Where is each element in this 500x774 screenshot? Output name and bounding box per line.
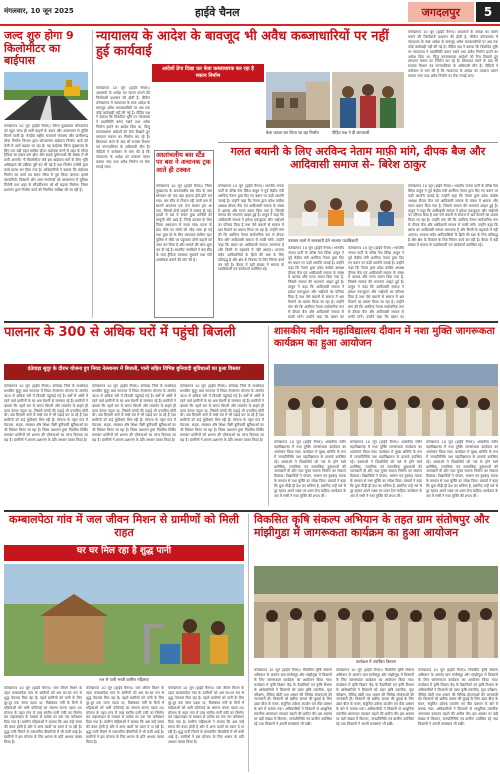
edition-city: जगदलपुर [408,2,474,22]
photo-victims [332,72,404,128]
article-awareness-col3: कोण्डागाव 10 जून (हाईवे चैनल)। शासकीय नवीन महाविद्यालय में नशा मुक्ति जागरूकता कार्यक्रम का आयोजन किया गया। कार्यक्रम में मुख्य अतिथि के रूप में जनप्रतिनिधि तथा महाविद्यालय के प्राचार्य उपस्थित रहे। वक्ताओं ने विद्यार्थियों को नशे से होने वाले शारीरिक, मानसिक एवं सामाजिक दुष्प्रभावों की जानकारी दी और नशा मुक्त समाज निर्माण का संकल्प दिलाया। विद्यार्थियों ने पोस्टर, भाषण एवं नुक्कड़ नाटक के माध्यम से नशा मुक्ति का संदेश दिया। प्राचार्य ने कहा कि युवा पीढ़ी ही देश का भविष्य है, इसलिए उन्हें नशे से दूर रहकर अपने लक्ष्य पर ध्यान देना चाहिए। कार्यक्रम के अंत में सभी ने नशा मुक्ति की शपथ ली। [426,440,498,498]
masthead [0,0,500,26]
article-encroachment-col2: कोण्डागाव 10 जून (हाईवे चैनल)। अदालतों के आदेश का पालन कराने की जिम्मेदारी प्रशासन की होती है, लेकिन कोण्डागांव में न्यायालय के स्पष्ट आदेश के बावजूद अवैध कब्जाधारियों पर अब तक कोई कार्यवाही नहीं की गई है। पीड़ित पक्ष ने बताया कि विवादित भूमि पर न्यायालय ने यथास्थिति बनाए रखने तथा अवैध निर्माण हटाने का आदेश दिया था, किंतु कब्जाधारक आदेशों को ठेंगा दिखाते हुए लगातार मकान का निर्माण कर रहे हैं। शिकायत करने के बाद भी राजस्व विभाग एवं नगरपालिका के अधिकारी मौन हैं। पीड़ितों ने कलेक्टर से मांग की है कि न्यायालय के आदेश का तत्काल पालन कराया जाए तथा अवैध निर्माण पर रोक लगाई जाए। [408,30,498,79]
article-agri-col2: कोण्डागाव 10 जून (हाईवे चैनल)। विकसित कृषि संकल्प अभियान के अंतर्गत ग्राम संतोषपुर और मांझीगुडा में किसानों के लिए जागरूकता कार्यक्रम का आयोजन किया गया। कार्यक्रम में कृषि विज्ञान केंद्र के वैज्ञानिकों एवं कृषि विभाग के अधिकारियों ने किसानों को उन्नत कृषि तकनीक, मृदा परीक्षण, जैविक खेती तथा शासन की विभिन्न योजनाओं की जानकारी दी। किसानों को खरीफ फसल की बुवाई के लिए उन्नत बीज के चयन, संतुलित उर्वरक उपयोग एवं कीट प्रबंधन के बारे में बताया गया। अधिकारियों ने किसानों से आधुनिक तकनीक अपनाकर उत्पादन बढ़ाने की अपील की। इस अवसर पर बड़ी संख्या में किसान, जनप्रतिनिधि एवं ग्रामीण उपस्थित रहे तथा किसानों ने अपनी समस्याएं भी रखीं। [336,668,414,726]
photo-press-meet [288,184,404,236]
article-bypass-body: कोण्डागाव 10 जून (हाईवे चैनल)। जिला मुख्यालय कोण्डागांव को बहुत जल्द ही भारी वाहनों के दबाव और आवागमन से मुक्ति मिलने वाली है। केन्द्रीय राष्ट्रीय राजमार्ग मंत्रालय और छत्तीसगढ़ लोक निर्माण विभाग द्वारा कोण्डागांव बाईपास निर्माण कार्य को तेजी से आगे बढ़ाया जा रहा है। यह बाईपास जिला मुख्यालय के लिए एक बड़ी राहत साबित होगा। बाईपास बनने से शहर के भीतर ट्रैफिक का दबाव कम होगा और सड़क दुर्घटनाओं की संख्या में भी कमी आएगी। नौ किलोमीटर लंबे इस बाईपास मार्ग के लिए भूमि अधिग्रहण की प्रक्रिया पूरी कर ली गई है तथा निर्माण एजेंसी द्वारा कार्य प्रारंभ कर दिया गया है। अधिकारियों ने बताया कि बाईपास निर्माण का कार्य तय समय सीमा में पूरा किया जाएगा। इससे व्यापारियों, किसानों और आम नागरिकों को आवागमन में सुविधा मिलेगी तथा शहर के सौंदर्यीकरण को भी बढ़ावा मिलेगा। जिला प्रशासन द्वारा निर्माण कार्य की नियमित समीक्षा की जा रही है। [4,124,88,192]
photo-house-construction [266,72,330,128]
headline-bypass: जल्द शुरु होगा 9 किलोमीटर का बाईपास [4,29,74,68]
article-statement-col4: कोण्डागाव 10 जून (हाईवे चैनल)। भारतीय जनता पार्टी के वरिष्ठ नेता बिरेश ठाकुर ने पूर्व केंद्रीय मंत्री अरविन्द नेताम द्वारा दिए गए बयान पर कड़ी आपत्ति जताई है। उन्होंने कहा कि नेताम द्वारा प्रदेश कांग्रेस अध्यक्ष दीपक बैज एवं आदिवासी समाज के संबंध में भ्रामक और गलत बयान दिया गया है, जिससे समाज की भावनाएं आहत हुई हैं। ठाकुर ने कहा कि आदिवासी समाज ने हमेशा एकजुटता और भाईचारे का परिचय दिया है तथा ऐसे बयानों से समाज में भ्रम फैलाने का प्रयास किया जा रहा है। उन्होंने मांग की कि अरविन्द नेताम सार्वजनिक रूप से दीपक बैज और आदिवासी समाज से माफ़ी मांगें। उन्होंने कहा कि बस्तर का आदिवासी समाज जागरूक है और किसी के बहकावे में नहीं आएगा। भाजपा सदैव आदिवासियों के हितों की रक्षा के लिए प्रतिबद्ध है और क्षेत्र के विकास के लिए निरंतर कार्य कर रही है। बैठक में बड़ी संख्या में समाज के पदाधिकारी एवं कार्यकर्ता उपस्थित रहे। [408,184,498,247]
article-bus-stand-body: कोण्डागाव 10 जून (हाईवे चैनल)। जिला मुख्यालय के अस्तांचलीय बस स्टैंड के पास सोमवार को एक बड़ा हादसा होते-होते टल गया। बस स्टैंड से निकल रही यात्री बस के सामने अचानक एक तेज रफ्तार ट्रक आ गया, जिससे दोनों वाहनों में टक्कर हो गई। हादसे में बस में सवार कुछ यात्रियों को मामूली चोटें आई हैं, जिन्हें उपचार के लिए जिला अस्पताल ले जाया गया। घटना के बाद मौके पर लोगों की भीड़ जमा हो गई तथा कुछ देर के लिए यातायात बाधित रहा। पुलिस ने मौके पर पहुंचकर दोनों वाहनों को जब्त कर लिया है और मामले की जांच शुरू कर दी गई है। स्थानीय नागरिकों ने बस स्टैंड के पास ट्रैफिक व्यवस्था सुधारने तथा गति अवरोधक बनाने की मांग की है। [156,184,212,262]
caption-agri: कार्यक्रम में उपस्थित किसान [356,659,396,664]
subbanner-electricity: दंतेवाड़ा सुदूर के दौरान योजना हुए नियद नेल्लानार में बिजली, पानी सहित विभिन्न बुनियादी सुविधाओं का हुआ विस्तार [4,364,264,380]
article-encroachment-col1: कोण्डागाव 10 जून (हाईवे चैनल)। अदालतों के आदेश का पालन कराने की जिम्मेदारी प्रशासन की होती है, लेकिन कोण्डागांव में न्यायालय के स्पष्ट आदेश के बावजूद अवैध कब्जाधारियों पर अब तक कोई कार्यवाही नहीं की गई है। पीड़ित पक्ष ने बताया कि विवादित भूमि पर न्यायालय ने यथास्थिति बनाए रखने तथा अवैध निर्माण हटाने का आदेश दिया था, किंतु कब्जाधारक आदेशों को ठेंगा दिखाते हुए लगातार मकान का निर्माण कर रहे हैं। शिकायत करने के बाद भी राजस्व विभाग एवं नगरपालिका के अधिकारी मौन हैं। पीड़ितों ने कलेक्टर से मांग की है कि न्यायालय के आदेश का तत्काल पालन कराया जाए तथा अवैध निर्माण पर रोक लगाई जाए। [96,86,150,169]
article-statement-col3: कोण्डागाव 10 जून (हाईवे चैनल)। भारतीय जनता पार्टी के वरिष्ठ नेता बिरेश ठाकुर ने पूर्व केंद्रीय मंत्री अरविन्द नेताम द्वारा दिए गए बयान पर कड़ी आपत्ति जताई है। उन्होंने कहा कि नेताम द्वारा प्रदेश कांग्रेस अध्यक्ष दीपक बैज एवं आदिवासी समाज के संबंध में भ्रामक और गलत बयान दिया गया है, जिससे समाज की भावनाएं आहत हुई हैं। ठाकुर ने कहा कि आदिवासी समाज ने हमेशा एकजुटता और भाईचारे का परिचय दिया है तथा ऐसे बयानों से समाज में भ्रम फैलाने का प्रयास किया जा रहा है। उन्होंने मांग की कि अरविन्द नेताम सार्वजनिक रूप से दीपक बैज और आदिवासी समाज से माफ़ी मांगें। उन्होंने कहा कि बस्तर का [348,246,404,318]
headline-agri: विकसित कृषि संकल्प अभियान के तहत ग्राम संतोषपुर और मांझीगुडा में जागरूकता कार्यक्रम का हुआ आयोजन [254,513,490,539]
caption-press-meet: पत्रकार वार्ता में जानकारी देते भाजपा पदाधिकारी [288,238,359,243]
highlight-banner: आदेशों ठेंगा दिखा कर बेजा कब्जाधारक कर रहा है मकान निर्माण [152,64,264,82]
headline-electricity: पालनार के 300 से अधिक घरों में पहुंची बिजली [4,325,236,340]
article-awareness-col1: कोण्डागाव 10 जून (हाईवे चैनल)। शासकीय नवीन महाविद्यालय में नशा मुक्ति जागरूकता कार्यक्रम का आयोजन किया गया। कार्यक्रम में मुख्य अतिथि के रूप में जनप्रतिनिधि तथा महाविद्यालय के प्राचार्य उपस्थित रहे। वक्ताओं ने विद्यार्थियों को नशे से होने वाले शारीरिक, मानसिक एवं सामाजिक दुष्प्रभावों की जानकारी दी और नशा मुक्त समाज निर्माण का संकल्प दिलाया। विद्यार्थियों ने पोस्टर, भाषण एवं नुक्कड़ नाटक के माध्यम से नशा मुक्ति का संदेश दिया। प्राचार्य ने कहा कि युवा पीढ़ी ही देश का भविष्य है, इसलिए उन्हें नशे से दूर रहकर अपने लक्ष्य पर ध्यान देना चाहिए। कार्यक्रम के अंत में सभी ने नशा मुक्ति की शपथ ली। [274,440,346,498]
article-agri-col3: कोण्डागाव 10 जून (हाईवे चैनल)। विकसित कृषि संकल्प अभियान के अंतर्गत ग्राम संतोषपुर और मांझीगुडा में किसानों के लिए जागरूकता कार्यक्रम का आयोजन किया गया। कार्यक्रम में कृषि विज्ञान केंद्र के वैज्ञानिकों एवं कृषि विभाग के अधिकारियों ने किसानों को उन्नत कृषि तकनीक, मृदा परीक्षण, जैविक खेती तथा शासन की विभिन्न योजनाओं की जानकारी दी। किसानों को खरीफ फसल की बुवाई के लिए उन्नत बीज के चयन, संतुलित उर्वरक उपयोग एवं कीट प्रबंधन के बारे में बताया गया। अधिकारियों ने किसानों से आधुनिक तकनीक अपनाकर उत्पादन बढ़ाने की अपील की। इस अवसर पर बड़ी संख्या में किसान, जनप्रतिनिधि एवं ग्रामीण उपस्थित रहे तथा किसानों ने अपनी समस्याएं भी रखीं। [418,668,498,726]
photo-water-tap [4,564,244,676]
subbanner-water: घर घर मिल रहा है शुद्ध पानी [4,545,244,561]
article-water-col3: कोण्डागाव 10 जून (हाईवे चैनल)। जल जीवन मिशन के तहत कम्बालपेठा गांव के ग्रामीणों को अब घर-घर नल से शुद्ध पेयजल मिल रहा है। पहले ग्रामीणों को पानी के लिए दूर-दूर तक जाना पड़ता था, विशेषकर गर्मी के दिनों में महिलाओं को भारी कठिनाई का सामना करना पड़ता था। योजना के तहत गांव में उच्च स्तरीय पानी टंकी का निर्माण कर पाइपलाइन के माध्यम से प्रत्येक घर तक नल कनेक्शन दिया गया है। ग्रामीण महिलाओं ने बताया कि अब उन्हें समय की बचत होती है और वे अन्य कार्यों पर ध्यान दे पा रही हैं। शुद्ध पानी मिलने से जलजनित बीमारियों में भी कमी आई है। ग्रामीणों ने इस योजना के लिए शासन के प्रति आभार व्यक्त किया है। [168,686,244,744]
headline-water: कम्बालपेठा गांव में जल जीवन मिशन से ग्रामीणों को मिली राहत [9,513,239,539]
article-agri-col1: कोण्डागाव 10 जून (हाईवे चैनल)। विकसित कृषि संकल्प अभियान के अंतर्गत ग्राम संतोषपुर और मांझीगुडा में किसानों के लिए जागरूकता कार्यक्रम का आयोजन किया गया। कार्यक्रम में कृषि विज्ञान केंद्र के वैज्ञानिकों एवं कृषि विभाग के अधिकारियों ने किसानों को उन्नत कृषि तकनीक, मृदा परीक्षण, जैविक खेती तथा शासन की विभिन्न योजनाओं की जानकारी दी। किसानों को खरीफ फसल की बुवाई के लिए उन्नत बीज के चयन, संतुलित उर्वरक उपयोग एवं कीट प्रबंधन के बारे में बताया गया। अधिकारियों ने किसानों से आधुनिक तकनीक अपनाकर उत्पादन बढ़ाने की अपील की। इस अवसर पर बड़ी संख्या में किसान, जनप्रतिनिधि एवं ग्रामीण उपस्थित रहे तथा किसानों ने अपनी समस्याएं भी रखीं। [254,668,332,726]
article-statement-col2: कोण्डागाव 10 जून (हाईवे चैनल)। भारतीय जनता पार्टी के वरिष्ठ नेता बिरेश ठाकुर ने पूर्व केंद्रीय मंत्री अरविन्द नेताम द्वारा दिए गए बयान पर कड़ी आपत्ति जताई है। उन्होंने कहा कि नेताम द्वारा प्रदेश कांग्रेस अध्यक्ष दीपक बैज एवं आदिवासी समाज के संबंध में भ्रामक और गलत बयान दिया गया है, जिससे समाज की भावनाएं आहत हुई हैं। ठाकुर ने कहा कि आदिवासी समाज ने हमेशा एकजुटता और भाईचारे का परिचय दिया है तथा ऐसे बयानों से समाज में भ्रम फैलाने का प्रयास किया जा रहा है। उन्होंने मांग की कि अरविन्द नेताम सार्वजनिक रूप से दीपक बैज और आदिवासी समाज से माफ़ी मांगें। उन्होंने कहा कि बस्तर का [288,246,344,318]
headline-encroachment: न्यायालय के आदेश के बावजूद भी अवैध कब्जाधारियों पर नहीं हुई कार्यवाई [96,29,389,59]
article-electricity-col2: कोण्डागाव 10 जून (हाईवे चैनल)। दंतेवाड़ा जिले के माओवाद प्रभावित सुदूर ग्राम पालनार में नियद नेल्लानार योजना के अंतर्गत 300 से अधिक घरों में बिजली पहुंचाई गई है। वर्षों से अंधेरे में रहने वाले ग्रामीणों के घर अब रोशनी से जगमगा रहे हैं। ग्रामीणों ने बताया कि पहले रात के समय चिमनी और लालटेन के सहारे ही काम करना पड़ता था, जिससे बच्चों की पढ़ाई भी प्रभावित होती थी। अब बिजली आने से बच्चे रात में भी पढ़ाई कर पा रहे हैं तथा ग्रामीणों को कई सुविधाएं मिल रही हैं। योजना के तहत गांव में पेयजल, सड़क, स्वास्थ्य और शिक्षा जैसी बुनियादी सुविधाओं का भी विस्तार किया जा रहा है। जिला प्रशासन द्वारा नियमित शिविर लगाकर ग्रामीणों को शासन की योजनाओं का लाभ दिलाया जा रहा है। ग्रामीणों ने शासन-प्रशासन के प्रति आभार व्यक्त किया है। [92,384,176,442]
article-water-col1: कोण्डागाव 10 जून (हाईवे चैनल)। जल जीवन मिशन के तहत कम्बालपेठा गांव के ग्रामीणों को अब घर-घर नल से शुद्ध पेयजल मिल रहा है। पहले ग्रामीणों को पानी के लिए दूर-दूर तक जाना पड़ता था, विशेषकर गर्मी के दिनों में महिलाओं को भारी कठिनाई का सामना करना पड़ता था। योजना के तहत गांव में उच्च स्तरीय पानी टंकी का निर्माण कर पाइपलाइन के माध्यम से प्रत्येक घर तक नल कनेक्शन दिया गया है। ग्रामीण महिलाओं ने बताया कि अब उन्हें समय की बचत होती है और वे अन्य कार्यों पर ध्यान दे पा रही हैं। शुद्ध पानी मिलने से जलजनित बीमारियों में भी कमी आई है। ग्रामीणों ने इस योजना के लिए शासन के प्रति आभार व्यक्त किया है। [4,686,82,744]
photo-awareness-event [274,364,498,436]
article-statement-col1: कोण्डागाव 10 जून (हाईवे चैनल)। भारतीय जनता पार्टी के वरिष्ठ नेता बिरेश ठाकुर ने पूर्व केंद्रीय मंत्री अरविन्द नेताम द्वारा दिए गए बयान पर कड़ी आपत्ति जताई है। उन्होंने कहा कि नेताम द्वारा प्रदेश कांग्रेस अध्यक्ष दीपक बैज एवं आदिवासी समाज के संबंध में भ्रामक और गलत बयान दिया गया है, जिससे समाज की भावनाएं आहत हुई हैं। ठाकुर ने कहा कि आदिवासी समाज ने हमेशा एकजुटता और भाईचारे का परिचय दिया है तथा ऐसे बयानों से समाज में भ्रम फैलाने का प्रयास किया जा रहा है। उन्होंने मांग की कि अरविन्द नेताम सार्वजनिक रूप से दीपक बैज और आदिवासी समाज से माफ़ी मांगें। उन्होंने कहा कि बस्तर का आदिवासी समाज जागरूक है और किसी के बहकावे में नहीं आएगा। भाजपा सदैव आदिवासियों के हितों की रक्षा के लिए प्रतिबद्ध है और क्षेत्र के विकास के लिए निरंतर कार्य कर रही है। बैठक में बड़ी संख्या में समाज के पदाधिकारी एवं कार्यकर्ता उपस्थित रहे। [218,184,284,272]
caption-encroachment-2: पीड़ित पक्ष ने दी जानकारी [332,130,370,135]
page-number: 5 [476,2,500,22]
article-water-col2: कोण्डागाव 10 जून (हाईवे चैनल)। जल जीवन मिशन के तहत कम्बालपेठा गांव के ग्रामीणों को अब घर-घर नल से शुद्ध पेयजल मिल रहा है। पहले ग्रामीणों को पानी के लिए दूर-दूर तक जाना पड़ता था, विशेषकर गर्मी के दिनों में महिलाओं को भारी कठिनाई का सामना करना पड़ता था। योजना के तहत गांव में उच्च स्तरीय पानी टंकी का निर्माण कर पाइपलाइन के माध्यम से प्रत्येक घर तक नल कनेक्शन दिया गया है। ग्रामीण महिलाओं ने बताया कि अब उन्हें समय की बचत होती है और वे अन्य कार्यों पर ध्यान दे पा रही हैं। शुद्ध पानी मिलने से जलजनित बीमारियों में भी कमी आई है। ग्रामीणों ने इस योजना के लिए शासन के प्रति आभार व्यक्त किया है। [86,686,164,744]
photo-agri-event [254,566,498,658]
photo-road-construction [4,72,88,120]
article-electricity-col3: कोण्डागाव 10 जून (हाईवे चैनल)। दंतेवाड़ा जिले के माओवाद प्रभावित सुदूर ग्राम पालनार में नियद नेल्लानार योजना के अंतर्गत 300 से अधिक घरों में बिजली पहुंचाई गई है। वर्षों से अंधेरे में रहने वाले ग्रामीणों के घर अब रोशनी से जगमगा रहे हैं। ग्रामीणों ने बताया कि पहले रात के समय चिमनी और लालटेन के सहारे ही काम करना पड़ता था, जिससे बच्चों की पढ़ाई भी प्रभावित होती थी। अब बिजली आने से बच्चे रात में भी पढ़ाई कर पा रहे हैं तथा ग्रामीणों को कई सुविधाएं मिल रही हैं। योजना के तहत गांव में पेयजल, सड़क, स्वास्थ्य और शिक्षा जैसी बुनियादी सुविधाओं का भी विस्तार किया जा रहा है। जिला प्रशासन द्वारा नियमित शिविर लगाकर ग्रामीणों को शासन की योजनाओं का लाभ दिलाया जा रहा है। ग्रामीणों ने शासन-प्रशासन के प्रति आभार व्यक्त किया है। [180,384,264,442]
caption-water: नल से पानी भरती ग्रामीण महिलाएं [99,677,149,682]
article-awareness-col2: कोण्डागाव 10 जून (हाईवे चैनल)। शासकीय नवीन महाविद्यालय में नशा मुक्ति जागरूकता कार्यक्रम का आयोजन किया गया। कार्यक्रम में मुख्य अतिथि के रूप में जनप्रतिनिधि तथा महाविद्यालय के प्राचार्य उपस्थित रहे। वक्ताओं ने विद्यार्थियों को नशे से होने वाले शारीरिक, मानसिक एवं सामाजिक दुष्प्रभावों की जानकारी दी और नशा मुक्त समाज निर्माण का संकल्प दिलाया। विद्यार्थियों ने पोस्टर, भाषण एवं नुक्कड़ नाटक के माध्यम से नशा मुक्ति का संदेश दिया। प्राचार्य ने कहा कि युवा पीढ़ी ही देश का भविष्य है, इसलिए उन्हें नशे से दूर रहकर अपने लक्ष्य पर ध्यान देना चाहिए। कार्यक्रम के अंत में सभी ने नशा मुक्ति की शपथ ली। [350,440,422,498]
caption-encroachment-1: बेजा कब्जा कर किया जा रहा निर्माण [266,130,319,135]
headline-bus-stand: अस्तांचलीय बस स्टैंड पर बस ने अचानक ट्रक आते ही टक्कर [156,151,211,174]
article-electricity-col1: कोण्डागाव 10 जून (हाईवे चैनल)। दंतेवाड़ा जिले के माओवाद प्रभावित सुदूर ग्राम पालनार में नियद नेल्लानार योजना के अंतर्गत 300 से अधिक घरों में बिजली पहुंचाई गई है। वर्षों से अंधेरे में रहने वाले ग्रामीणों के घर अब रोशनी से जगमगा रहे हैं। ग्रामीणों ने बताया कि पहले रात के समय चिमनी और लालटेन के सहारे ही काम करना पड़ता था, जिससे बच्चों की पढ़ाई भी प्रभावित होती थी। अब बिजली आने से बच्चे रात में भी पढ़ाई कर पा रहे हैं तथा ग्रामीणों को कई सुविधाएं मिल रही हैं। योजना के तहत गांव में पेयजल, सड़क, स्वास्थ्य और शिक्षा जैसी बुनियादी सुविधाओं का भी विस्तार किया जा रहा है। जिला प्रशासन द्वारा नियमित शिविर लगाकर ग्रामीणों को शासन की योजनाओं का लाभ दिलाया जा रहा है। ग्रामीणों ने शासन-प्रशासन के प्रति आभार व्यक्त किया है। [4,384,88,442]
headline-statement: गलत बयानी के लिए अरविन्द नेताम माफ़ी मांगे, दीपक बैज और आदिवासी समाज से– बिरेश ठाकुर [230,145,486,171]
headline-awareness: शासकीय नवीन महाविद्यालय दीवान में नशा मुक्ति जागरूकता कार्यक्रम का हुआ आयोजन [274,326,495,349]
issue-date: मंगलवार, 10 जून 2025 [4,7,74,15]
newspaper-title: हाईवे चैनल [195,6,240,19]
